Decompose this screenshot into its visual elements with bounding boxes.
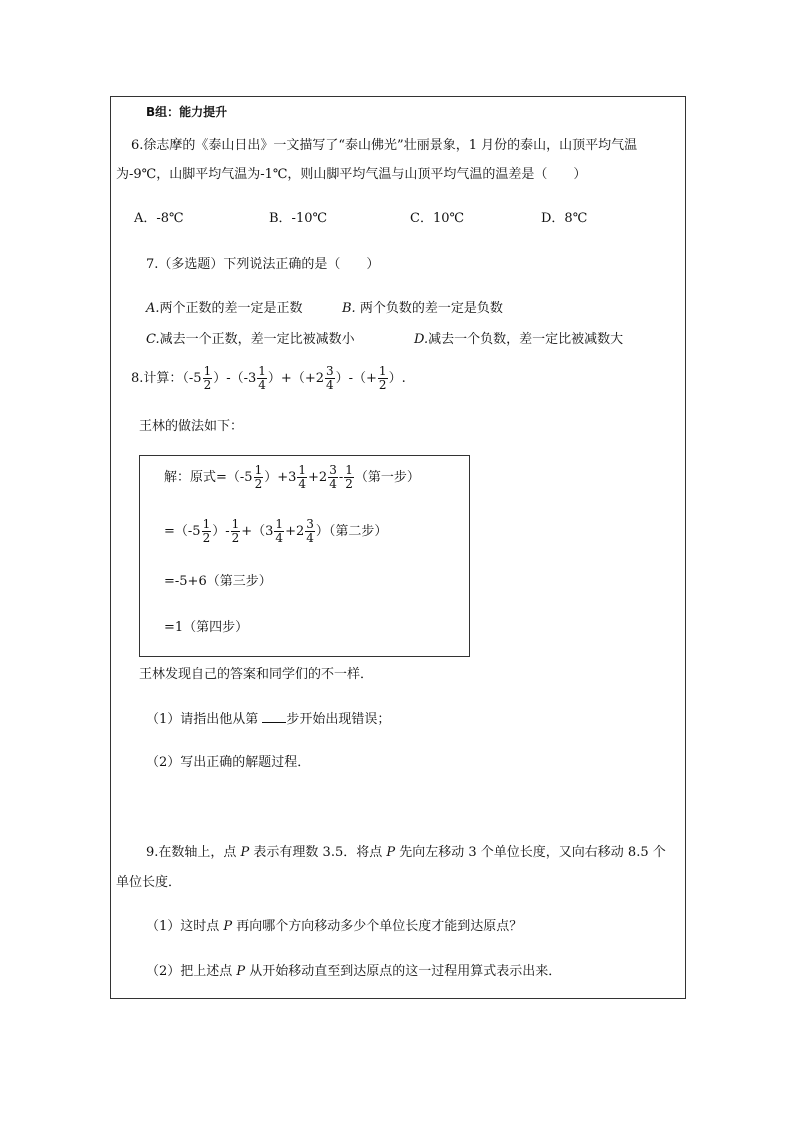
q7-stem: 7.（多选题）下列说法正确的是（ ） (146, 257, 380, 272)
fraction-den: 4 (306, 531, 314, 545)
solution-step2 (164, 518, 387, 545)
fraction-den: 2 (254, 477, 263, 491)
q9-sub2 (146, 963, 561, 981)
q9-part: 表示有理数 3.5．将点 (249, 845, 387, 860)
q8-expression (131, 365, 406, 392)
fraction-den: 4 (275, 531, 284, 545)
fraction-num: 1 (254, 463, 263, 477)
step-part: ）（第二步） (315, 524, 388, 539)
fraction-den: 4 (298, 477, 307, 491)
q8-expr-part: ）. (388, 371, 406, 386)
fraction (378, 365, 388, 392)
fraction-num: 1 (203, 364, 212, 378)
q8-expr-part: （-5 (182, 371, 202, 386)
section-heading: B组：能力提升 (146, 105, 228, 119)
fraction-num: 3 (325, 364, 334, 378)
fraction (254, 464, 264, 491)
q7-option-d (414, 331, 623, 349)
q6-option-b: B．-10℃ (269, 211, 328, 226)
q7-option-d-text: 减去一个负数，差一定比被减数大 (428, 332, 624, 347)
q7-option-c (146, 331, 355, 349)
step-part: =（-5 (164, 524, 201, 539)
fraction (202, 518, 212, 545)
q9-sub1 (146, 918, 522, 936)
fraction-den: 2 (203, 378, 212, 392)
solution-step4: =1（第四步） (164, 620, 249, 635)
fraction (231, 518, 241, 545)
fraction-num: 1 (275, 517, 284, 531)
fraction-num: 3 (306, 517, 314, 531)
q6-line2: 为-9℃，山脚平均气温为-1℃，则山脚平均气温与山顶平均气温的温差是（ ） (116, 167, 587, 182)
q8-label: 8.计算： (131, 371, 183, 386)
fraction-den: 2 (202, 531, 211, 545)
q6-option-c: C．10℃ (410, 211, 465, 226)
q7-option-b (342, 300, 503, 318)
q7-option-b-label: B. (342, 301, 356, 316)
fraction (297, 464, 307, 491)
step-part: +2 (285, 524, 305, 539)
step-part: +2 (308, 470, 328, 485)
fraction-den: 2 (345, 477, 353, 491)
q7-option-a-text: 两个正数的差一定是正数 (159, 301, 303, 316)
q8-intro: 王林的做法如下： (139, 419, 244, 434)
fraction-num: 1 (345, 463, 353, 477)
fraction (203, 365, 213, 392)
q7-option-c-label: C. (146, 332, 160, 347)
fraction-den: 4 (258, 378, 266, 392)
q6-line1: 6.徐志摩的《泰山日出》一文描写了“泰山佛光”壮丽景象，1 月份的泰山，山顶平均气温 (131, 138, 638, 153)
q7-option-a (146, 300, 303, 318)
fraction (274, 518, 284, 545)
q9-line2: 单位长度． (116, 875, 182, 890)
fraction-den: 4 (329, 477, 337, 491)
q6-option-a: A．-8℃ (134, 211, 184, 226)
solution-step1 (164, 464, 420, 491)
point-p: P (236, 964, 246, 979)
fraction (325, 365, 335, 392)
fraction (305, 518, 315, 545)
q7-option-b-text: 两个负数的差一定是负数 (355, 301, 503, 316)
q8-expr-part: ）+（+2 (267, 371, 324, 386)
q9-part: （1）这时点 (146, 919, 224, 934)
step-part: ）- (212, 524, 230, 539)
solution-step3: =-5+6（第三步） (164, 574, 272, 589)
step-part: - (338, 470, 344, 485)
q9-part: 从开始移动直至到达原点的这一过程用算式表示出来． (245, 964, 562, 979)
q7-option-c-text: 减去一个正数，差一定比被减数小 (159, 332, 355, 347)
step-part: +（3 (241, 524, 274, 539)
q8-expr-part: ）-（-3 (213, 371, 257, 386)
q8-after: 王林发现自己的答案和同学们的不一样． (139, 667, 374, 682)
q8-sub1-part: （1）请指出他从第 (146, 712, 263, 727)
point-p: P (223, 919, 233, 934)
q9-part: 9.在数轴上，点 (146, 845, 241, 860)
q9-line1 (146, 844, 666, 862)
point-p: P (386, 845, 396, 860)
fraction-den: 4 (325, 378, 334, 392)
step-part: （第一步） (354, 470, 420, 485)
answer-blank[interactable] (262, 710, 286, 723)
fraction-num: 1 (298, 463, 307, 477)
fraction-num: 3 (329, 463, 337, 477)
q8-sub1 (146, 710, 390, 729)
q7-option-a-label: A. (146, 301, 160, 316)
q8-sub1-part: 步开始出现错误； (286, 712, 391, 727)
fraction-num: 1 (258, 364, 266, 378)
step-part: 解：原式=（-5 (164, 470, 253, 485)
point-p: P (240, 845, 250, 860)
fraction (344, 464, 354, 491)
fraction-num: 1 (231, 517, 240, 531)
q8-sub2: （2）写出正确的解题过程． (146, 755, 311, 770)
fraction-num: 1 (202, 517, 211, 531)
fraction-num: 1 (378, 364, 387, 378)
q9-part: 先向左移动 3 个单位长度，又向右移动 8.5 个 (395, 845, 666, 860)
q9-part: 再向哪个方向移动多少个单位长度才能到达原点？ (232, 919, 523, 934)
q6-option-d: D．8℃ (541, 211, 588, 226)
q8-expr-part: ）-（+ (335, 371, 377, 386)
q7-option-d-label: D. (414, 332, 429, 347)
q9-part: （2）把上述点 (146, 964, 237, 979)
fraction (257, 365, 267, 392)
fraction (328, 464, 338, 491)
step-part: ）+3 (264, 470, 297, 485)
fraction-den: 2 (378, 378, 387, 392)
fraction-den: 2 (231, 531, 240, 545)
